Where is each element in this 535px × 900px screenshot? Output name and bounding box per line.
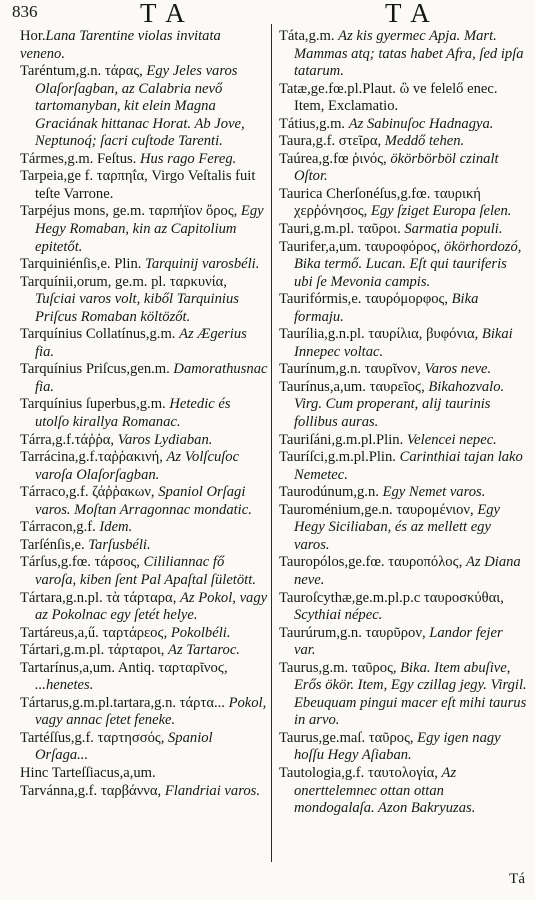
entry-gloss: Az Diana neve. [294,554,521,588]
dictionary-entry [279,186,527,221]
entry-gloss: Cililiannac fő varoſa, kiben ſent Pal Apaſtal ſületött. [35,554,256,588]
entry-headword: Tarquínius Collatínus,g.m. [20,326,180,343]
entry-headword: Taurifer,a,um. ταυροφόροϛ, [279,238,444,255]
entry-headword: Tármes,g.m. Feſtus. [20,150,140,167]
entry-gloss: Hus rago Fereg. [139,150,237,167]
dictionary-entry [20,625,268,643]
entry-headword: Taurica Cherſonéſus,g.fœ. ταυρική χερῤόνησος, [279,185,481,220]
dictionary-entry [279,730,527,765]
dictionary-entry [20,28,268,63]
entry-headword: Tárra,g.f.τάῤῥα, [20,431,118,448]
entry-headword: Tauriſáni,g.m.pl.Plin. [279,431,407,448]
entry-headword: Tátius,g.m. [279,115,349,132]
entry-gloss: Egy Hegy Romaban, kin az Capitolium epitetőt. [35,203,264,255]
dictionary-entry [20,361,268,396]
dictionary-entry [279,221,527,239]
entry-headword: Taurifórmis,e. ταυρόμορφος, [279,291,452,308]
dictionary-entry [279,432,527,450]
entry-gloss: Scythiai népec. [294,607,383,624]
dictionary-entry [20,63,268,151]
entry-gloss: Varos neve. [424,361,492,378]
entry-headword: Taúrea,g.fœ ῥινός, [279,150,391,167]
entry-gloss: Az Volſcuſoc varoſa Olaſorſagban. [35,449,240,483]
entry-gloss: Meddő tehen. [384,133,465,150]
entry-gloss: Bikahozvalo. Virg. Cum properant, alij taurinis follibus auras. [294,378,505,431]
entry-headword: Tartáreus,a,ű. ταρτάρεοϛ, [20,624,171,641]
entry-headword: Tauríſci,g.m.pl.Plin. [279,449,400,466]
dictionary-entry [20,554,268,589]
dictionary-entry [20,432,268,450]
dictionary-entry [20,396,268,431]
entry-gloss: Hetedic és utolſo kirallya Romanac. [35,396,231,431]
entry-headword: Hor. [20,28,46,44]
dictionary-entry [20,642,268,660]
catchword: Tá [509,871,525,887]
entry-gloss: Velencei nepec. [406,431,497,448]
right-column [279,28,527,818]
dictionary-entry [20,449,268,484]
dictionary-entry [279,291,527,326]
dictionary-entry [279,28,527,81]
dictionary-entry [279,326,527,361]
dictionary-entry [20,168,268,203]
dictionary-entry [279,449,527,484]
entry-gloss: Egy Hegy Siciliaban, és az mellett egy varos. [294,501,501,553]
page-number: 836 [12,2,38,21]
entry-gloss: Tarſusbéli. [88,536,151,553]
entry-headword: Tartéſſus,g.f. ταρτησσός, [20,729,168,746]
entry-headword: Tauri,g.m.pl. ταῦροι. [279,221,405,238]
entry-gloss: Damorathusnac fia. [35,361,268,395]
dictionary-entry [20,326,268,361]
entry-gloss: Az Pokol, vagy az Pokolnac egy ſetét helye. [35,589,268,624]
entry-gloss: Pokolbéli. [170,624,231,641]
entry-headword: Taurínum,g.n. ταυρῖνον, [279,361,425,378]
entry-gloss: Az Sabinuſoc Hadnagya. [348,115,494,132]
entry-headword: Tarquínii,orum, ge.m. pl. ταρκυνία, [20,273,227,290]
entry-headword: Taurus,g.m. ταῦρος, [279,659,401,676]
dictionary-entry [279,116,527,134]
entry-headword: Tauroſcythæ,ge.m.pl.p.c ταυροσκύθαι, [279,589,504,606]
entry-gloss: Sarmatia populi. [404,221,503,238]
dictionary-entry [20,783,268,801]
entry-headword: Tarquínius ſuperbus,g.m. [20,396,170,413]
entry-headword: Tauropólos,ge.fœ. ταυροπόλοϛ, [279,554,466,571]
entry-headword: Taurúrum,g.n. ταυρῦρον, [279,624,430,641]
entry-gloss: Egy Nemet varos. [382,484,486,501]
entry-headword: Tartarínus,a,um. Antiq. ταρταρῖνοϛ, [20,659,228,676]
entry-headword: Tarquínius Priſcus,gen.m. [20,361,174,378]
entry-gloss: Lana Tarentine violas invitata veneno. [20,28,221,62]
dictionary-entry [279,625,527,660]
entry-gloss: Spaniol Orſaga... [35,729,213,764]
dictionary-entry [20,256,268,274]
entry-headword: Taurília,g.n.pl. ταυρίλια, βυφόνια, [279,326,482,343]
dictionary-entry [20,484,268,519]
entry-headword: Tártari,g.m.pl. τάρταροι, [20,642,169,659]
dictionary-entry [279,502,527,555]
dictionary-entry [279,151,527,186]
entry-gloss: ökörhordozó, Bika termő. Lucan. Eſt qui tauriferis ubi ſe Mevonia campis. [294,238,522,290]
entry-headword: Tarrácina,g.f.ταῤῥακινή, [20,449,167,466]
entry-headword: Táta,g.m. [279,28,339,44]
entry-gloss: Egy Jeles varos Olaſorſagban, az Calabria nevő tartomanyban, kit elein Magna Graciának hittanac Horat. Ab Jove, Neptunoq́; ſacri cuſtode Tarenti. [35,63,245,150]
entry-gloss: ökörbörböl czinalt Oſtor. [294,150,499,185]
dictionary-entry [20,203,268,256]
dictionary-entry [279,484,527,502]
entry-gloss: Varos Lydiaban. [117,431,213,448]
entry-gloss: Az Tartaroc. [168,642,240,659]
entry-gloss: Pokol, vagy annac ſetet feneke. [35,694,267,729]
entry-headword: Tautologia,g.f. ταυτολογία, [279,764,442,781]
dictionary-entry [279,590,527,625]
dictionary-entry [20,274,268,327]
dictionary-entry [20,590,268,625]
dictionary-entry [279,765,527,818]
entry-headword: Tártarus,g.m.pl.tartara,g.n. τάρτα... [20,694,229,711]
entry-headword: Tarpéjus mons, ge.m. ταρπήϊον ὄρος, [20,203,241,220]
entry-headword: Tárraco,g.f. ζάῤῥακων, [20,484,159,501]
dictionary-entry [20,151,268,169]
entry-headword: Tárſus,g.fœ. τάρσος, [20,554,144,571]
running-head-right: T A [385,0,432,28]
left-column [20,28,268,800]
column-divider [271,24,272,862]
dictionary-entry [20,765,268,783]
entry-gloss: Landor fejer var. [294,624,503,659]
entry-gloss: Spaniol Orſagi varos. Moſtan Arragonnac mondatic. [35,484,252,518]
dictionary-entry [20,519,268,537]
entry-gloss: Bika formaju. [294,291,479,325]
entry-headword: Tarſénſis,e. [20,536,89,553]
entry-headword: Tarvánna,g.f. ταρβάννα, [20,782,165,799]
entry-headword: Taurínus,a,um. ταυρεῖοϛ, [279,378,429,395]
entry-headword: Taura,g.f. στεῖρα, [279,133,385,150]
dictionary-entry [20,537,268,555]
dictionary-entry [20,660,268,695]
entry-headword: Tarquiniénſis,e. Plin. [20,256,146,273]
entry-headword: Tárracon,g.f. [20,519,100,536]
dictionary-entry [279,660,527,730]
entry-gloss: Egy igen nagy hoſſu Hegy Aſiaban. [294,729,501,764]
entry-headword: Taurodúnum,g.n. [279,484,383,501]
entry-gloss: Tarquinij varosbéli. [145,256,260,273]
dictionary-entry [279,81,527,116]
entry-headword: Tarpeia,ge f. ταρπηΐα, Virgo Veſtalis fuit teſte Varrone. [20,168,256,202]
entry-gloss: Bikai Innepec voltac. [294,326,513,360]
entry-headword: Tártara,g.n.pl. τὰ τάρταρα, [20,589,180,606]
entry-gloss: Az kis gyermec Apja. Mart. Mammas atq; tatas habet Afra, ſed ipſa tatarum. [294,28,524,80]
entry-gloss: Az onerttelemnec ottan ottan mondogalaſa. Azon Bakryuzas. [294,764,476,817]
dictionary-entry [20,695,268,730]
dictionary-entry [279,361,527,379]
entry-gloss: Tuſciai varos volt, kiből Tarquinius Priſcus Romaban költözőt. [35,291,239,325]
entry-headword: Tauroménium,ge.n. ταυρομένιον, [279,501,478,518]
dictionary-entry [279,133,527,151]
entry-headword: Tatæ,ge.fœ.pl.Plaut. ὢ ve felelő enec. Item, Exclamatio. [279,80,498,115]
entry-gloss: ...henetes. [35,677,94,694]
entry-headword: Taréntum,g.n. τάρας, [20,63,147,80]
dictionary-entry [20,730,268,765]
entry-headword: Hinc Tarteſſiacus,a,um. [20,764,156,781]
entry-headword: Taurus,ge.maſ. ταῦρος, [279,729,418,746]
entry-gloss: Az Ægerius fia. [35,326,247,360]
dictionary-entry [279,379,527,432]
entry-gloss: Bika. Item abuſive, Erős ökör. Item, Egy czillag jegy. Virgil. Ebeuquam pingui macer eſt mihi taurus in arvo. [294,659,527,729]
dictionary-entry [279,554,527,589]
entry-gloss: Idem. [99,519,133,536]
entry-gloss: Egy ſziget Europa ſelen. [370,203,512,220]
entry-gloss: Carinthiai tajan lako Nemetec. [294,449,523,483]
running-head-left: T A [140,0,187,28]
entry-gloss: Flandriai varos. [164,782,260,799]
dictionary-entry [279,239,527,292]
